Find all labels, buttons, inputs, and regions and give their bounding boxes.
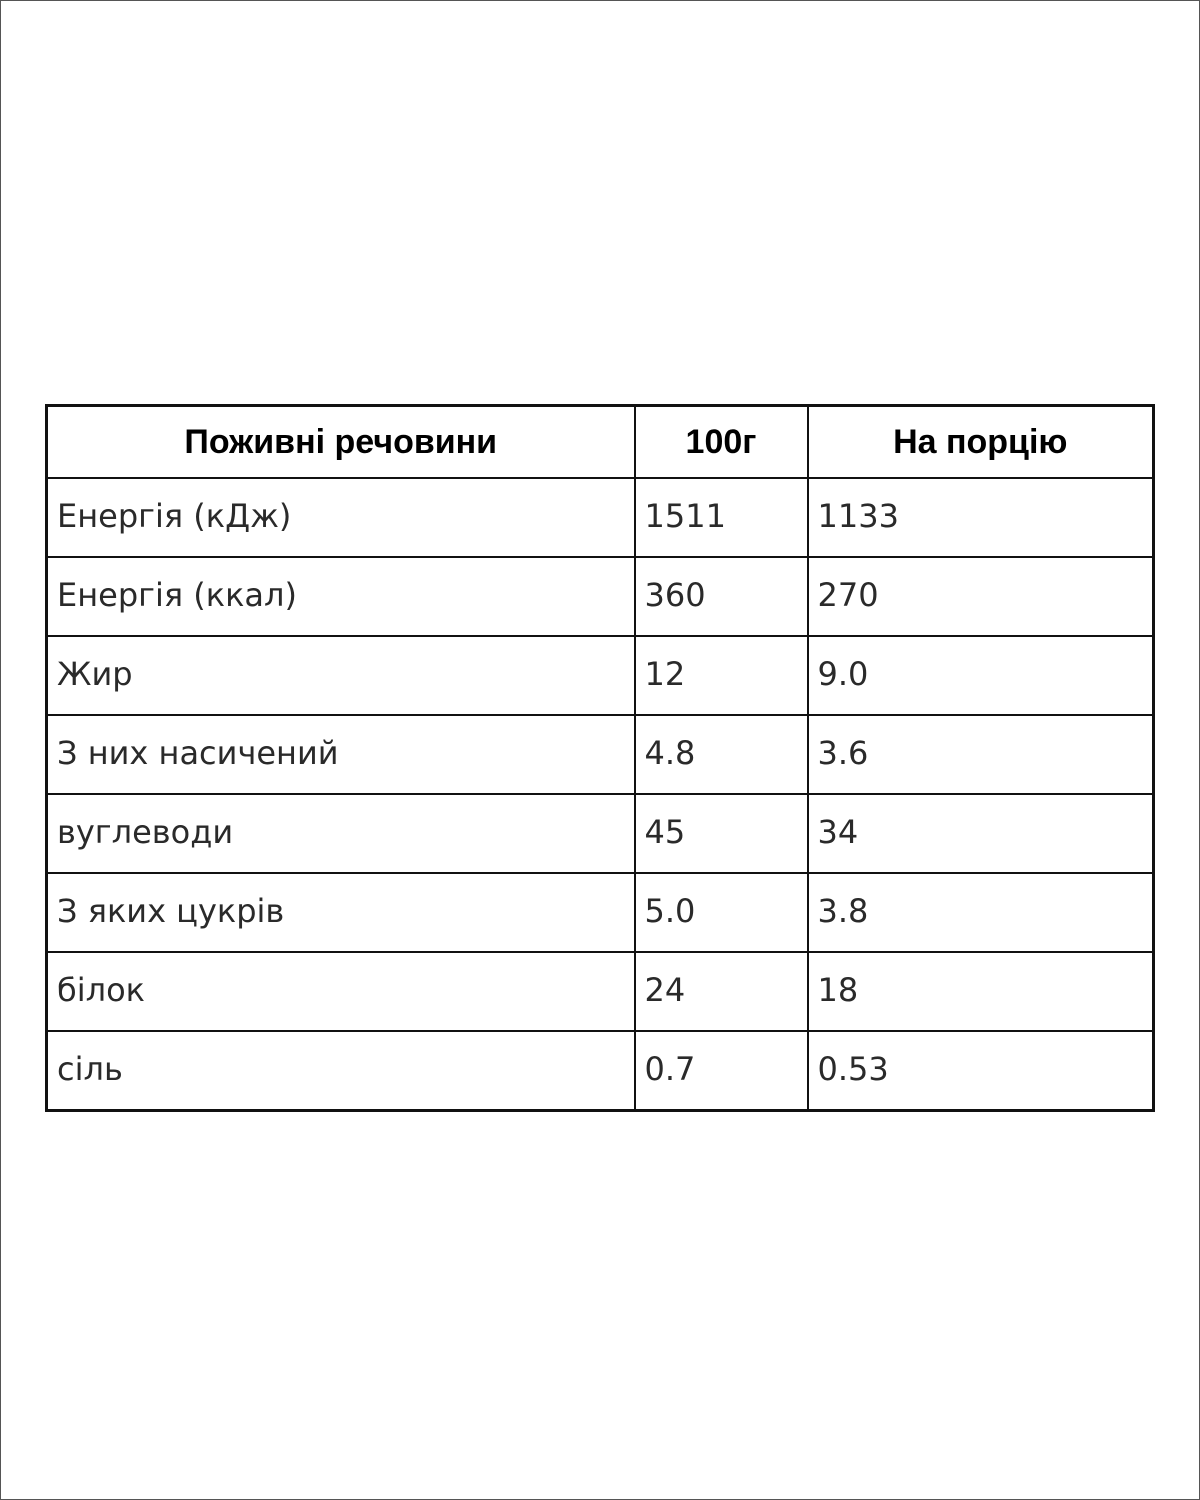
table-row bbox=[47, 478, 1154, 557]
value-per-100g: 5.0 bbox=[635, 873, 808, 952]
table-row bbox=[47, 557, 1154, 636]
value-per-100g: 45 bbox=[635, 794, 808, 873]
value-per-portion: 0.53 bbox=[808, 1031, 1154, 1111]
header-per-portion: На порцію bbox=[808, 406, 1154, 479]
value-per-portion: 9.0 bbox=[808, 636, 1154, 715]
nutrient-name: білок bbox=[47, 952, 635, 1031]
value-per-portion: 1133 bbox=[808, 478, 1154, 557]
nutrient-name: З яких цукрів bbox=[47, 873, 635, 952]
nutrient-name: вуглеводи bbox=[47, 794, 635, 873]
table-row bbox=[47, 636, 1154, 715]
nutrient-name: З них насичений bbox=[47, 715, 635, 794]
value-per-portion: 3.6 bbox=[808, 715, 1154, 794]
table-row bbox=[47, 873, 1154, 952]
value-per-portion: 18 bbox=[808, 952, 1154, 1031]
value-per-100g: 4.8 bbox=[635, 715, 808, 794]
value-per-portion: 34 bbox=[808, 794, 1154, 873]
value-per-portion: 270 bbox=[808, 557, 1154, 636]
nutrition-table bbox=[45, 404, 1155, 1112]
nutrient-name: Енергія (кДж) bbox=[47, 478, 635, 557]
value-per-100g: 24 bbox=[635, 952, 808, 1031]
table-row bbox=[47, 715, 1154, 794]
value-per-100g: 360 bbox=[635, 557, 808, 636]
table-header-row bbox=[47, 406, 1154, 479]
nutrient-name: Енергія (ккал) bbox=[47, 557, 635, 636]
nutrient-name: Жир bbox=[47, 636, 635, 715]
value-per-100g: 1511 bbox=[635, 478, 808, 557]
nutrient-name: сіль bbox=[47, 1031, 635, 1111]
value-per-portion: 3.8 bbox=[808, 873, 1154, 952]
table-row bbox=[47, 1031, 1154, 1111]
header-nutrients: Поживні речовини bbox=[47, 406, 635, 479]
value-per-100g: 0.7 bbox=[635, 1031, 808, 1111]
value-per-100g: 12 bbox=[635, 636, 808, 715]
header-per-100g: 100г bbox=[635, 406, 808, 479]
table-row bbox=[47, 794, 1154, 873]
table-row bbox=[47, 952, 1154, 1031]
